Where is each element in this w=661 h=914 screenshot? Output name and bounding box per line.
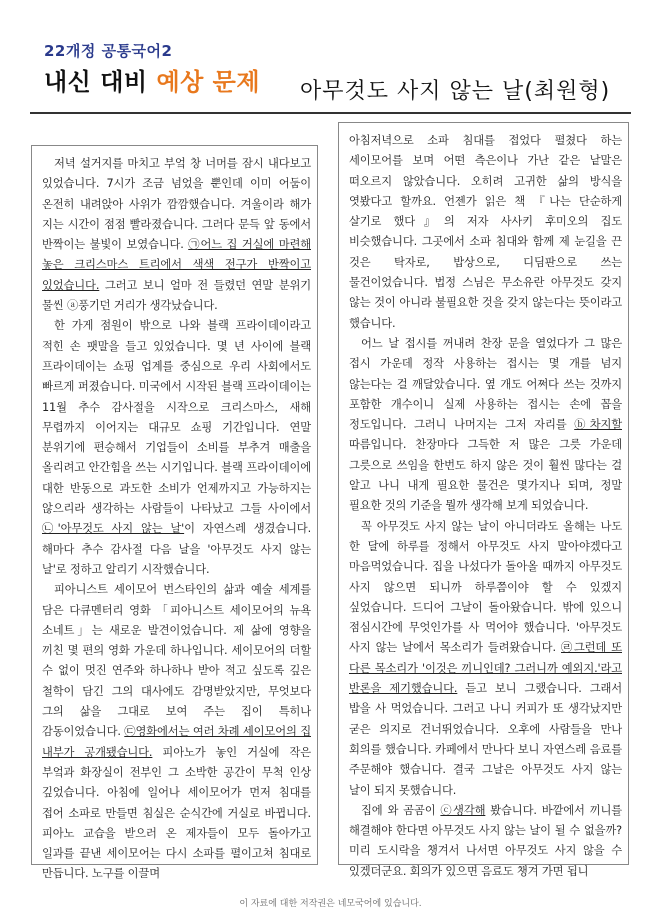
- page-title-accent: 예상 문제: [156, 68, 261, 96]
- underlined-text: ㉢영화에서는 여러 차례 세이모어의 집 내부가 공개됐습니다.: [42, 725, 311, 759]
- text-span: 듣고 보니 그랬습니다. 그래서 밥을 사 먹었습니다. 그러고 나니 커피가 또 생각났지만 굳은 의지로 건너뛰었습니다. 오후에 사람들을 만나 회의를 했습니다. 카페에서 만나다 보니 자연스레 음료를 주문해야 했습니다. 결국 그날은 아무것도 사지 않는 날이 되지 못했습니다.: [349, 682, 622, 797]
- passage-left-column: [31, 145, 318, 881]
- text-span: 봤습니다. 바깥에서 끼니를 해결해야 한다면 아무것도 사지 않는 날이 될 수 없을까? 미리 도시락을 챙겨서 나서면 아무것도 사지 않을 수 있겠더군요. 회의가 있으면 음료도 챙겨 가면 됩니: [349, 803, 622, 878]
- underlined-text: ⓒ생각해: [440, 803, 486, 817]
- page-title: [44, 62, 260, 97]
- underlined-text: ⓑ차지할: [574, 418, 622, 432]
- course-label: 22개정 공통국어2: [44, 42, 173, 60]
- paragraph: [349, 517, 622, 801]
- text-span: 집에 와 곰곰이: [361, 803, 441, 817]
- text-span: 그러고 보니 얼마 전 들렸던 연말 분위기 물씬 ⓐ풍기던 거리가 생각났습니다.: [42, 278, 311, 313]
- underlined-text: ㉡'아무것도 사지 않는 날': [42, 522, 185, 536]
- work-title: 아무것도 사지 않는 날(최원형): [300, 79, 611, 104]
- text-span: 꼭 아무것도 사지 않는 날이 아니더라도 올해는 나도 한 달에 하루를 정해서 아무것도 사지 말아야겠다고 마음먹었습니다. 집을 나섰다가 돌아올 때까지 아무것도 사지 않으면 되니까 하루쯤이야 할 수 있겠지 싶었습니다. 드디어 그날이 돌아왔습니다. 밖에 있으니 점심시간에 무엇인가를 사 먹어야 했습니다. '아무것도 사지 않는 날에서 목소리가 들려왔습니다.: [349, 519, 622, 655]
- paragraph: [42, 154, 311, 316]
- paragraph: 아침저녁으로 소파 침대를 접었다 펼쳤다 하는 세이모어를 보며 어떤 측은이나 가난 같은 낱말은 떠오르지 않았습니다. 오히려 고귀한 삶의 방식을 엿봤다고 할까요. 언젠가 읽은 책 『나는 단순하게 살기로 했다』의 저자 사사키 후미오의 집도 비슷했습니다. 그곳에서 소파 침대와 함께 제 눈길을 끈 것은 탁자로, 밥상으로, 디딤판으로 쓰는 물건이었습니다. 법정 스님은 무소유란 아무것도 갖지 않는 것이 아니라 불필요한 것을 갖지 않는다는 뜻이라고 했습니다.: [349, 134, 622, 330]
- page-title-prefix: 내신 대비: [44, 68, 157, 96]
- text-span: 피아니스트 세이모어 번스타인의 삶과 예술 세계를 담은 다큐멘터리 영화 「피아니스트 세이모어의 뉴욕 소네트」는 새로운 발견이었습니다. 제 삶에 영향을 끼친 몇 편의 영화 가운데 하나입니다. 세이모어의 더할 수 없이 멋진 연주와 하나하나 받아 적고 싶도록 깊은 철학이 담긴 그의 대사에도 감명받았지만, 무엇보다 그의 삶을 그대로 보여 주는 집이 특히나 감동이었습니다.: [42, 583, 311, 739]
- text-span: 피아노가 놓인 거실에 작은 부엌과 화장실이 전부인 그 소박한 공간이 무척 인상 깊었습니다. 아침에 일어나 세이모어가 먼저 침대를 접어 소파로 만들면 침실은 순식간에 거실로 바뀝니다. 피아노 교습을 받으러 온 제자들이 모두 돌아가고 일과를 끝낸 세이모어는 다시 소파를 펼이고쳐 침대로 만듭니다. 노구를 이끌며: [42, 745, 312, 881]
- underlined-text: ㉠어느 집 거실에 마련해 놓은 크리스마스 트리에서 색색 전구가 반짝이고 있었습니다.: [42, 238, 311, 292]
- text-span: 저녁 설거지를 마치고 부엌 창 너머를 잠시 내다보고 있었습니다. 7시가 조금 넘었을 뿐인데 이미 어둠이 온전히 내려앉아 사위가 깜깜했습니다. 겨울이라 해가 지는 시간이 점점 빨라졌습니다. 그러다 문득 앞 동에서 반짝이는 불빛이 보였습니다.: [42, 157, 311, 252]
- paragraph: [349, 801, 622, 882]
- header-divider: [30, 112, 631, 114]
- copyright-footer: 이 자료에 대한 저작권은 네모국어에 있습니다.: [239, 899, 422, 909]
- text-span: 한 가게 점원이 밖으로 나와 블랙 프라이데이라고 적힌 손 팻말을 들고 있었습니다. 몇 년 사이에 블랙 프라이데이는 쇼핑 업계를 중심으로 우리 사회에서도 빠르게 퍼졌습니다. 미국에서 시작된 블랙 프라이데이는 11월 추수 감사절을 시작으로 크리스마스, 새해 무렵까지 이어지는 대규모 쇼핑 기간입니다. 연말 분위기에 편승해서 기업들이 소비를 부추겨 매출을 올리려고 안간힘을 쓰는 시기입니다. 블랙 프라이데이에 대한 반동으로 과도한 소비가 언제까지고 가능하지는 않으리라 생각하는 사람들이 나타났고 그들 사이에서: [42, 319, 311, 516]
- underlined-text: ㉣그런데 또 다른 목소리가 '이것은 끼니인데? 그러니까 예외지.'라고 반론을 제기했습니다.: [349, 641, 622, 696]
- paragraph: [349, 334, 622, 517]
- paragraph: [42, 580, 311, 884]
- text-span: 어느 날 접시를 꺼내려 찬장 문을 열었다가 그 많은 접시 가운데 정작 사용하는 접시는 몇 개를 넘지 않는다는 걸 깨달았습니다. 옆 개도 어쩌다 쓰는 것까지 포함한 개수이니 실제 사용하는 접시는 손에 꼽을 정도입니다. 그러니 나머지는 그저 자리를: [349, 336, 622, 432]
- passage-right-column: [338, 122, 629, 878]
- text-span: 따름입니다. 찬장마다 그득한 저 많은 그릇 가운데 그릇으로 쓰임을 한번도 하지 않은 것이 훨씬 많다는 걸 알고 나니 내게 필요한 물건은 몇가지나 되며, 정말 필요한 것의 기준을 뭘까 생각해 보게 되었습니다.: [349, 438, 622, 513]
- paragraph: [42, 316, 311, 580]
- text-span: 이 자연스레 생겼습니다. 해마다 추수 감사절 다음 날을 '아무것도 사지 않는 날'로 정하고 알리기 시작했습니다.: [42, 522, 312, 576]
